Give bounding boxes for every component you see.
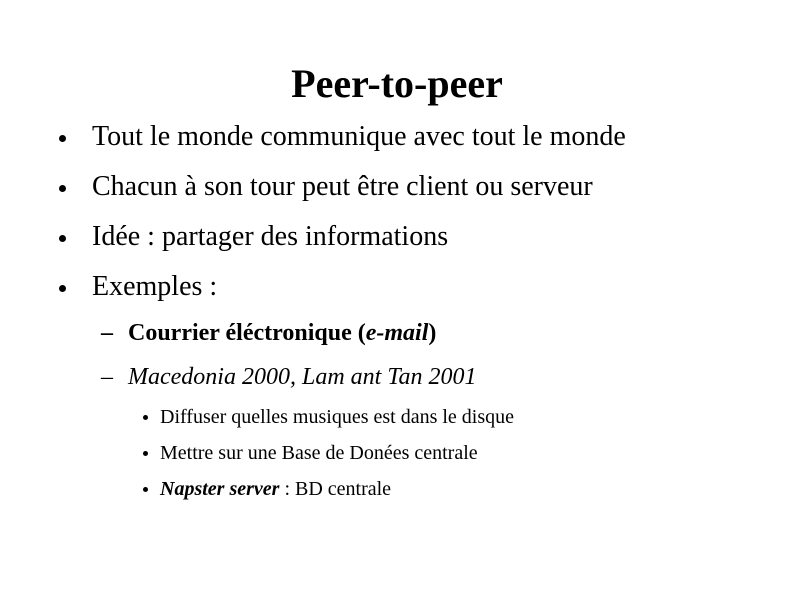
dash-icon: – — [101, 320, 113, 346]
detail-item — [160, 476, 391, 502]
example-email — [101, 318, 437, 348]
slide-title: Peer-to-peer — [291, 61, 503, 106]
detail-text: Diffuser quelles musiques est dans le disque — [160, 406, 515, 428]
bullet-icon — [59, 135, 66, 142]
bullet-text: Idée : partager des informations — [92, 221, 449, 252]
dash-icon: – — [101, 364, 113, 390]
bullet-icon — [59, 235, 66, 242]
example-email-close: ) — [428, 320, 437, 346]
detail-text: Mettre sur une Base de Donées centrale — [160, 442, 478, 464]
bullet-icon — [143, 415, 148, 420]
example-email-text: Courrier éléctronique ( — [128, 320, 366, 346]
example-email-term: e-mail — [365, 320, 429, 346]
bullet-item — [92, 270, 217, 304]
bullet-text: Exemples : — [92, 271, 218, 302]
detail-emph-text: Napster server — [160, 478, 280, 500]
bullet-icon — [143, 451, 148, 456]
detail-item — [160, 440, 478, 466]
bullet-icon — [59, 185, 66, 192]
detail-text: : BD centrale — [279, 478, 392, 500]
bullet-text: Chacun à son tour peut être client ou serveur — [92, 171, 593, 202]
bullet-item — [92, 170, 593, 204]
bullet-item — [92, 220, 448, 254]
bullet-item — [92, 120, 626, 154]
example-macedonia-text: Macedonia 2000, Lam ant Tan 2001 — [128, 364, 477, 390]
example-macedonia — [101, 362, 477, 392]
detail-item — [160, 404, 514, 430]
bullet-text: Tout le monde communique avec tout le monde — [92, 121, 626, 152]
bullet-icon — [59, 285, 66, 292]
bullet-icon — [143, 487, 148, 492]
